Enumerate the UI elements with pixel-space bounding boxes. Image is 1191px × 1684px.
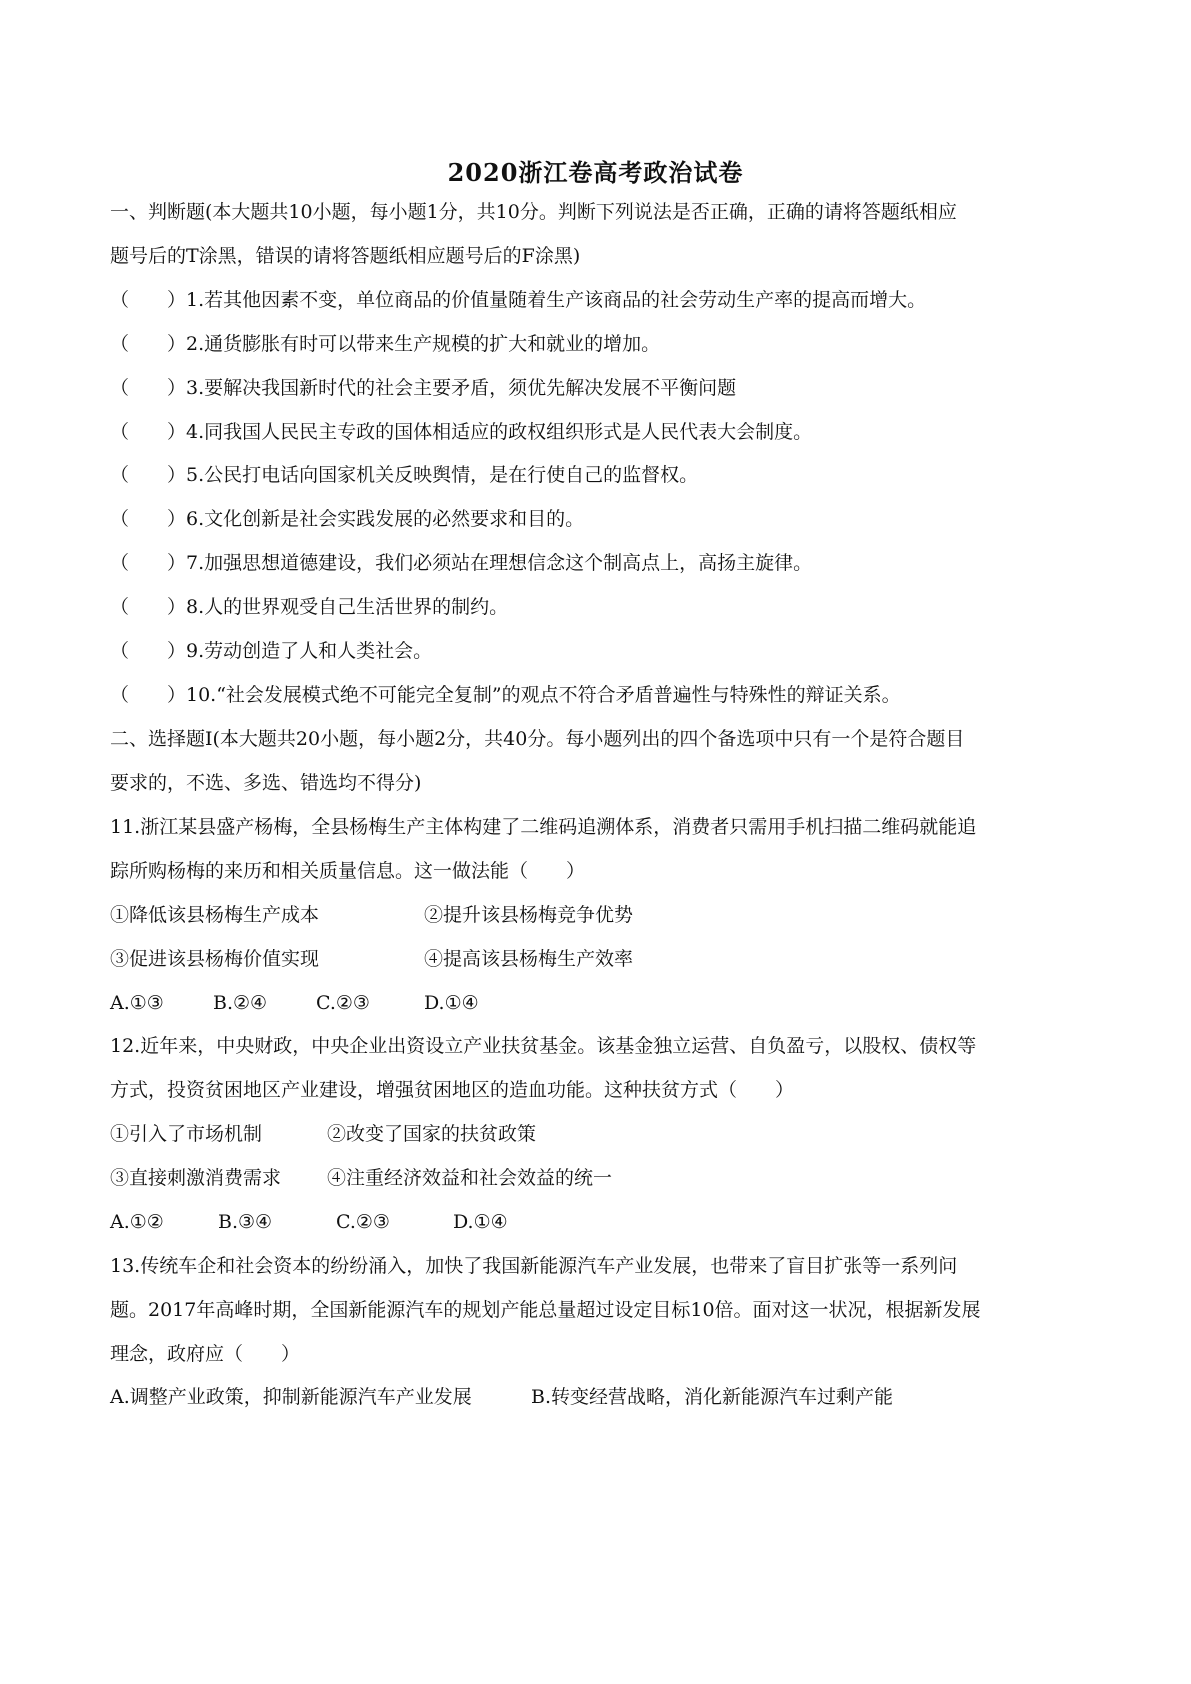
page-title: 2020浙江卷高考政治试卷	[447, 158, 744, 187]
q13-stem-line: 理念，政府应（ ）	[110, 1343, 301, 1365]
q11-option-d: D.①④	[424, 992, 479, 1014]
q12-statement-4: ④注重经济效益和社会效益的统一	[327, 1167, 613, 1189]
judgment-item-8: （ ）8.人的世界观受自己生活世界的制约。	[110, 596, 509, 618]
judgment-item-9: （ ）9.劳动创造了人和人类社会。	[110, 640, 433, 662]
judgment-item-6: （ ）6.文化创新是社会实践发展的必然要求和目的。	[110, 508, 585, 530]
q12-option-c: C.②③	[336, 1211, 390, 1233]
judgment-item-5: （ ）5.公民打电话向国家机关反映舆情，是在行使自己的监督权。	[110, 464, 699, 486]
q12-option-a: A.①②	[110, 1211, 164, 1233]
q11-statement-2: ②提升该县杨梅竞争优势	[424, 904, 634, 926]
q13-stem-line: 13.传统车企和社会资本的纷纷涌入，加快了我国新能源汽车产业发展，也带来了盲目扩张等一系列问	[110, 1255, 958, 1277]
q11-stem-line: 踪所购杨梅的来历和相关质量信息。这一做法能（ ）	[110, 860, 586, 882]
judgment-item-4: （ ）4.同我国人民民主专政的国体相适应的政权组织形式是人民代表大会制度。	[110, 421, 813, 443]
judgment-item-2: （ ）2.通货膨胀有时可以带来生产规模的扩大和就业的增加。	[110, 333, 661, 355]
q11-option-c: C.②③	[316, 992, 370, 1014]
section2-header-line: 要求的，不选、多选、错选均不得分)	[110, 772, 422, 794]
section2-header-line: 二、选择题Ⅰ(本大题共20小题，每小题2分，共40分。每小题列出的四个备选项中只有一个是符合题目	[110, 728, 965, 750]
q12-statement-2: ②改变了国家的扶贫政策	[327, 1123, 537, 1145]
q12-statement-1: ①引入了市场机制	[110, 1123, 263, 1145]
section1-header-line: 一、判断题(本大题共10小题，每小题1分，共10分。判断下列说法是否正确，正确的请将答题纸相应	[110, 201, 957, 223]
q13-option-b: B.转变经营战略，消化新能源汽车过剩产能	[531, 1386, 894, 1408]
q11-stem-line: 11.浙江某县盛产杨梅，全县杨梅生产主体构建了二维码追溯体系，消费者只需用手机扫描二维码就能追	[110, 816, 977, 838]
q11-statement-1: ①降低该县杨梅生产成本	[110, 904, 320, 926]
judgment-item-7: （ ）7.加强思想道德建设，我们必须站在理想信念这个制高点上，高扬主旋律。	[110, 552, 813, 574]
q11-option-b: B.②④	[213, 992, 268, 1014]
judgment-item-10: （ ）10.“社会发展模式绝不可能完全复制”的观点不符合矛盾普遍性与特殊性的辩证关系。	[110, 684, 901, 706]
q12-stem-line: 12.近年来，中央财政，中央企业出资设立产业扶贫基金。该基金独立运营、自负盈亏，以股权、债权等	[110, 1035, 977, 1057]
section1-header-line: 题号后的T涂黑，错误的请将答题纸相应题号后的F涂黑)	[110, 245, 581, 267]
q11-statement-3: ③促进该县杨梅价值实现	[110, 948, 320, 970]
judgment-item-3: （ ）3.要解决我国新时代的社会主要矛盾，须优先解决发展不平衡问题	[110, 377, 737, 399]
q12-stem-line: 方式，投资贫困地区产业建设，增强贫困地区的造血功能。这种扶贫方式（ ）	[110, 1079, 795, 1101]
judgment-item-1: （ ）1.若其他因素不变，单位商品的价值量随着生产该商品的社会劳动生产率的提高而增大。	[110, 289, 927, 311]
q11-option-a: A.①③	[110, 992, 164, 1014]
q13-option-a: A.调整产业政策，抑制新能源汽车产业发展	[110, 1386, 472, 1408]
q13-stem-line: 题。2017年高峰时期，全国新能源汽车的规划产能总量超过设定目标10倍。面对这一状况，根据新发展	[110, 1299, 981, 1321]
q11-statement-4: ④提高该县杨梅生产效率	[424, 948, 634, 970]
q12-option-b: B.③④	[218, 1211, 273, 1233]
q12-option-d: D.①④	[453, 1211, 508, 1233]
q12-statement-3: ③直接刺激消费需求	[110, 1167, 282, 1189]
